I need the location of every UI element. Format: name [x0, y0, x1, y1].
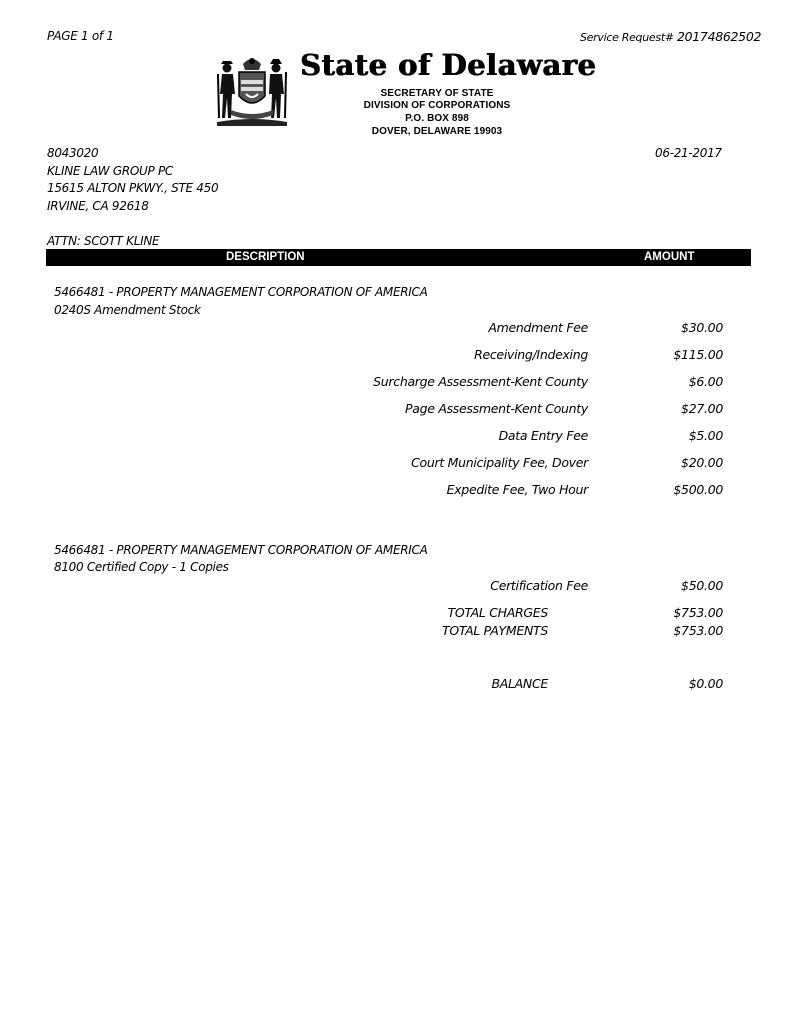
- fee-amount: $27.00: [681, 401, 723, 416]
- fee-label: Page Assessment-Kent County: [405, 401, 588, 416]
- attention-line: ATTN: SCOTT KLINE: [47, 234, 160, 248]
- header-line-division: DIVISION OF CORPORATIONS: [363, 100, 511, 111]
- header-line-secretary: SECRETARY OF STATE: [380, 88, 494, 99]
- recipient-street: 15615 ALTON PKWY., STE 450: [47, 181, 219, 195]
- page-number: PAGE 1 of 1: [47, 29, 114, 43]
- fee-label: Expedite Fee, Two Hour: [446, 482, 588, 497]
- balance-amount: $0.00: [688, 676, 723, 691]
- header-line-po-box: P.O. BOX 898: [405, 113, 469, 124]
- service-request: [580, 29, 761, 44]
- section-entity: 5466481 - PROPERTY MANAGEMENT CORPORATION OF AMERICA: [54, 543, 428, 557]
- fee-amount: $5.00: [688, 428, 723, 443]
- header-line-city: DOVER, DELAWARE 19903: [371, 126, 503, 137]
- section-service: 8100 Certified Copy - 1 Copies: [54, 560, 229, 574]
- total-payments-label: TOTAL PAYMENTS: [442, 623, 548, 638]
- fee-amount: $115.00: [673, 347, 723, 362]
- total-charges-amount: $753.00: [673, 605, 723, 620]
- fee-amount: $20.00: [681, 455, 723, 470]
- fee-amount: $6.00: [688, 374, 723, 389]
- fee-label: Certification Fee: [490, 578, 588, 593]
- state-of-delaware-title: State of Delaware: [300, 48, 597, 82]
- invoice-date: 06-21-2017: [655, 146, 722, 160]
- fee-amount: $50.00: [681, 578, 723, 593]
- fee-label: Amendment Fee: [488, 320, 588, 335]
- section-service: 0240S Amendment Stock: [54, 303, 201, 317]
- fee-label: Surcharge Assessment-Kent County: [373, 374, 588, 389]
- fee-label: Receiving/Indexing: [474, 347, 588, 362]
- recipient-name: KLINE LAW GROUP PC: [47, 164, 173, 178]
- column-description: DESCRIPTION: [226, 251, 305, 263]
- balance-label: BALANCE: [491, 676, 548, 691]
- service-request-label: Service Request#: [580, 31, 677, 44]
- fee-amount: $30.00: [681, 320, 723, 335]
- total-payments-amount: $753.00: [673, 623, 723, 638]
- service-request-number: 20174862502: [676, 29, 762, 44]
- column-amount: AMOUNT: [644, 251, 695, 263]
- table-header: [46, 249, 751, 266]
- fee-amount: $500.00: [673, 482, 723, 497]
- delaware-seal-icon: [213, 52, 291, 128]
- fee-label: Data Entry Fee: [498, 428, 588, 443]
- recipient-city: IRVINE, CA 92618: [47, 199, 149, 213]
- total-charges-label: TOTAL CHARGES: [447, 605, 548, 620]
- account-number: 8043020: [47, 146, 99, 160]
- section-entity: 5466481 - PROPERTY MANAGEMENT CORPORATION OF AMERICA: [54, 285, 428, 299]
- fee-label: Court Municipality Fee, Dover: [411, 455, 588, 470]
